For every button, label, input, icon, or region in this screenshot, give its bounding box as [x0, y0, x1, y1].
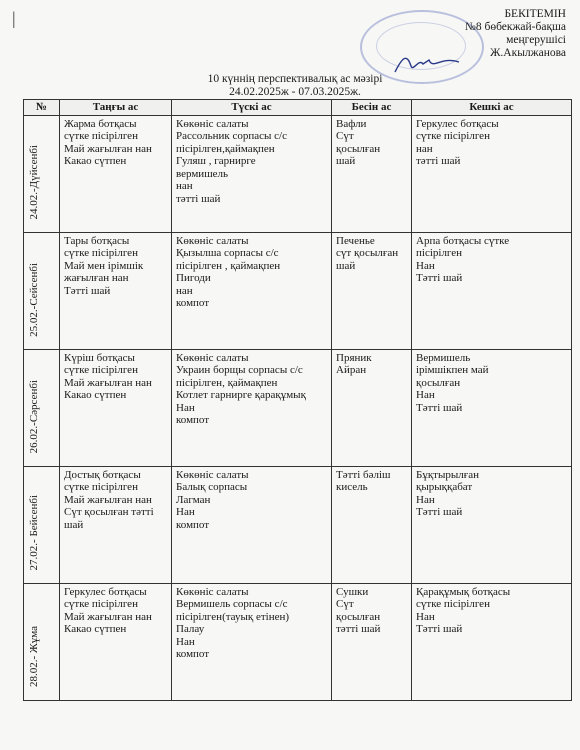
day-label: 24.02.-Дүйсенбі [28, 145, 40, 220]
dinner-cell [412, 115, 572, 232]
lunch-item: Гуляш , гарнирге [176, 155, 256, 167]
breakfast-item: Тәтті шай [64, 284, 111, 297]
dinner-item: Тәтті шай [416, 401, 463, 414]
lunch-cell [172, 232, 332, 349]
lunch-item: Украин борщы сорпасы с/с [176, 364, 303, 376]
snack-item: Айран [336, 364, 367, 376]
dinner-item: Тәтті шай [416, 506, 463, 518]
table-row [24, 232, 572, 349]
breakfast-item: Май мен ірімшік [64, 259, 144, 272]
lunch-item: пісірілген(тауық етінен) [176, 610, 290, 623]
lunch-item: Вермишель сорпасы с/с [176, 598, 288, 610]
snack-item: тәтті шай [336, 623, 381, 635]
lunch-item: Пигоди [176, 272, 211, 284]
title-line: 10 күннің перспективалық ас мәзірі [207, 73, 383, 85]
breakfast-item: сүтке пісірілген [64, 598, 138, 610]
breakfast-item: жағылған нан [64, 272, 129, 284]
snack-cell [332, 349, 412, 466]
snack-cell [332, 583, 412, 700]
dinner-item: Тәтті шай [416, 623, 463, 635]
dinner-item: сүтке пісірілген [416, 598, 490, 610]
snack-item: Пряник [336, 351, 372, 364]
approval-block [366, 8, 566, 60]
lunch-item: компот [176, 648, 210, 660]
dinner-item: сүтке пісірілген [416, 130, 490, 142]
day-cell [24, 349, 60, 466]
lunch-item: Рассольник сорпасы с/с [176, 130, 287, 142]
snack-item: Сүт [336, 598, 354, 610]
table-header-row [24, 100, 572, 116]
snack-item: қосылған [336, 142, 381, 155]
lunch-item: пісірілген, қаймақпен [176, 376, 278, 389]
lunch-item: Көкөніс салаты [176, 117, 249, 130]
snack-cell [332, 466, 412, 583]
lunch-item: Қызылша сорпасы с/с [176, 247, 279, 259]
snack-cell [332, 115, 412, 232]
breakfast-item: Геркулес ботқасы [64, 585, 147, 598]
table-row [24, 349, 572, 466]
corner-mark: | [12, 8, 16, 28]
lunch-item: тәтті шай [176, 192, 221, 205]
lunch-cell [172, 583, 332, 700]
lunch-item: вермишель [176, 167, 229, 180]
day-cell [24, 232, 60, 349]
menu-table [23, 99, 572, 701]
table-row [24, 115, 572, 232]
day-label: 25.02.-Сейсенбі [28, 262, 40, 337]
approval-line: меңгерушісі [506, 34, 566, 46]
breakfast-item: сүтке пісірілген [64, 364, 138, 376]
breakfast-item: Какао сүтпен [64, 623, 127, 635]
snack-item: шай [336, 259, 356, 272]
lunch-item: компот [176, 297, 210, 309]
dinner-cell [412, 349, 572, 466]
dinner-item: Нан [416, 389, 435, 401]
approval-line: Ж.Акылжанова [490, 47, 566, 59]
column-header-dinner: Кешкі ас [412, 100, 572, 116]
lunch-cell [172, 349, 332, 466]
breakfast-item: сүтке пісірілген [64, 247, 138, 259]
date-range: 24.02.2025ж - 07.03.2025ж. [229, 86, 361, 98]
dinner-item: Нан [416, 259, 435, 272]
breakfast-item: Достық ботқасы [64, 468, 141, 481]
snack-item: кисель [336, 481, 368, 493]
snack-item: Сүт [336, 130, 354, 142]
dinner-item: Қарақұмық ботқасы [416, 585, 511, 598]
dinner-cell [412, 466, 572, 583]
breakfast-item: шай [64, 518, 84, 531]
lunch-item: Нан [176, 506, 195, 518]
snack-item: Печенье [336, 234, 375, 247]
lunch-cell [172, 115, 332, 232]
breakfast-item: сүтке пісірілген [64, 130, 138, 142]
dinner-item: ірімшікпен май [416, 364, 489, 376]
lunch-item: Көкөніс салаты [176, 468, 249, 481]
breakfast-item: Жарма ботқасы [64, 117, 137, 130]
table-row [24, 466, 572, 583]
snack-item: қосылған [336, 610, 381, 623]
menu-title [170, 73, 420, 99]
breakfast-item: Май жағылған нан [64, 142, 152, 155]
lunch-item: Нан [176, 635, 195, 648]
lunch-item: Балық сорпасы [176, 481, 248, 493]
dinner-item: Нан [416, 610, 435, 623]
lunch-item: пісірілген,қаймақпен [176, 142, 275, 155]
day-cell [24, 583, 60, 700]
lunch-item: Көкөніс салаты [176, 351, 249, 364]
breakfast-item: Какао сүтпен [64, 155, 127, 167]
breakfast-item: Күріш ботқасы [64, 351, 135, 364]
column-header-lunch: Түскі ас [172, 100, 332, 116]
breakfast-cell [60, 466, 172, 583]
breakfast-cell [60, 115, 172, 232]
lunch-item: нан [176, 284, 193, 297]
lunch-item: Котлет гарнирге қарақұмық [176, 389, 306, 401]
lunch-item: компот [176, 414, 210, 426]
breakfast-cell [60, 349, 172, 466]
menu-table-body [24, 115, 572, 700]
approval-line: БЕКІТЕМІН [504, 8, 566, 20]
dinner-item: Тәтті шай [416, 272, 463, 284]
lunch-item: пісірілген , қаймақпен [176, 259, 281, 272]
dinner-item: Бұқтырылған [416, 468, 480, 481]
column-header-breakfast: Таңғы ас [60, 100, 172, 116]
day-label: 27.02.- Бейсенбі [28, 495, 40, 571]
breakfast-item: Какао сүтпен [64, 389, 127, 401]
table-row [24, 583, 572, 700]
breakfast-item: Май жағылған нан [64, 610, 152, 623]
dinner-item: қосылған [416, 376, 461, 389]
day-cell [24, 115, 60, 232]
snack-item: Тәтті бәліш [336, 468, 391, 481]
breakfast-item: сүтке пісірілген [64, 481, 138, 493]
dinner-cell [412, 232, 572, 349]
lunch-cell [172, 466, 332, 583]
dinner-item: нан [416, 142, 433, 155]
lunch-item: нан [176, 180, 193, 192]
snack-item: Вафли [336, 117, 367, 130]
lunch-item: Көкөніс салаты [176, 585, 249, 598]
dinner-cell [412, 583, 572, 700]
day-label: 28.02.- Жұма [28, 626, 40, 688]
lunch-item: Палау [176, 623, 205, 635]
dinner-item: Геркулес ботқасы [416, 117, 499, 130]
snack-item: Сушки [336, 585, 369, 598]
dinner-item: пісірілген [416, 247, 463, 259]
lunch-item: Лагман [176, 493, 211, 506]
day-label: 26.02.-Сәрсенбі [28, 380, 40, 454]
breakfast-item: Май жағылған нан [64, 376, 152, 389]
breakfast-cell [60, 583, 172, 700]
dinner-item: Нан [416, 493, 435, 506]
column-header-number: № [24, 100, 60, 116]
snack-item: сүт қосылған [336, 247, 399, 259]
approval-line: №8 бөбекжай-бақша [464, 21, 566, 33]
dinner-item: қырыққабат [416, 481, 473, 493]
dinner-item: Арпа ботқасы сүтке [416, 234, 510, 247]
breakfast-item: Тары ботқасы [64, 234, 130, 247]
lunch-item: компот [176, 518, 210, 531]
day-cell [24, 466, 60, 583]
dinner-item: Вермишель [416, 351, 471, 364]
snack-cell [332, 232, 412, 349]
snack-item: шай [336, 155, 356, 167]
lunch-item: Нан [176, 401, 195, 414]
lunch-item: Көкөніс салаты [176, 234, 249, 247]
column-header-snack: Бесін ас [332, 100, 412, 116]
breakfast-item: Май жағылған нан [64, 493, 152, 506]
dinner-item: тәтті шай [416, 155, 461, 167]
breakfast-item: Сүт қосылған тәтті [64, 506, 154, 518]
breakfast-cell [60, 232, 172, 349]
